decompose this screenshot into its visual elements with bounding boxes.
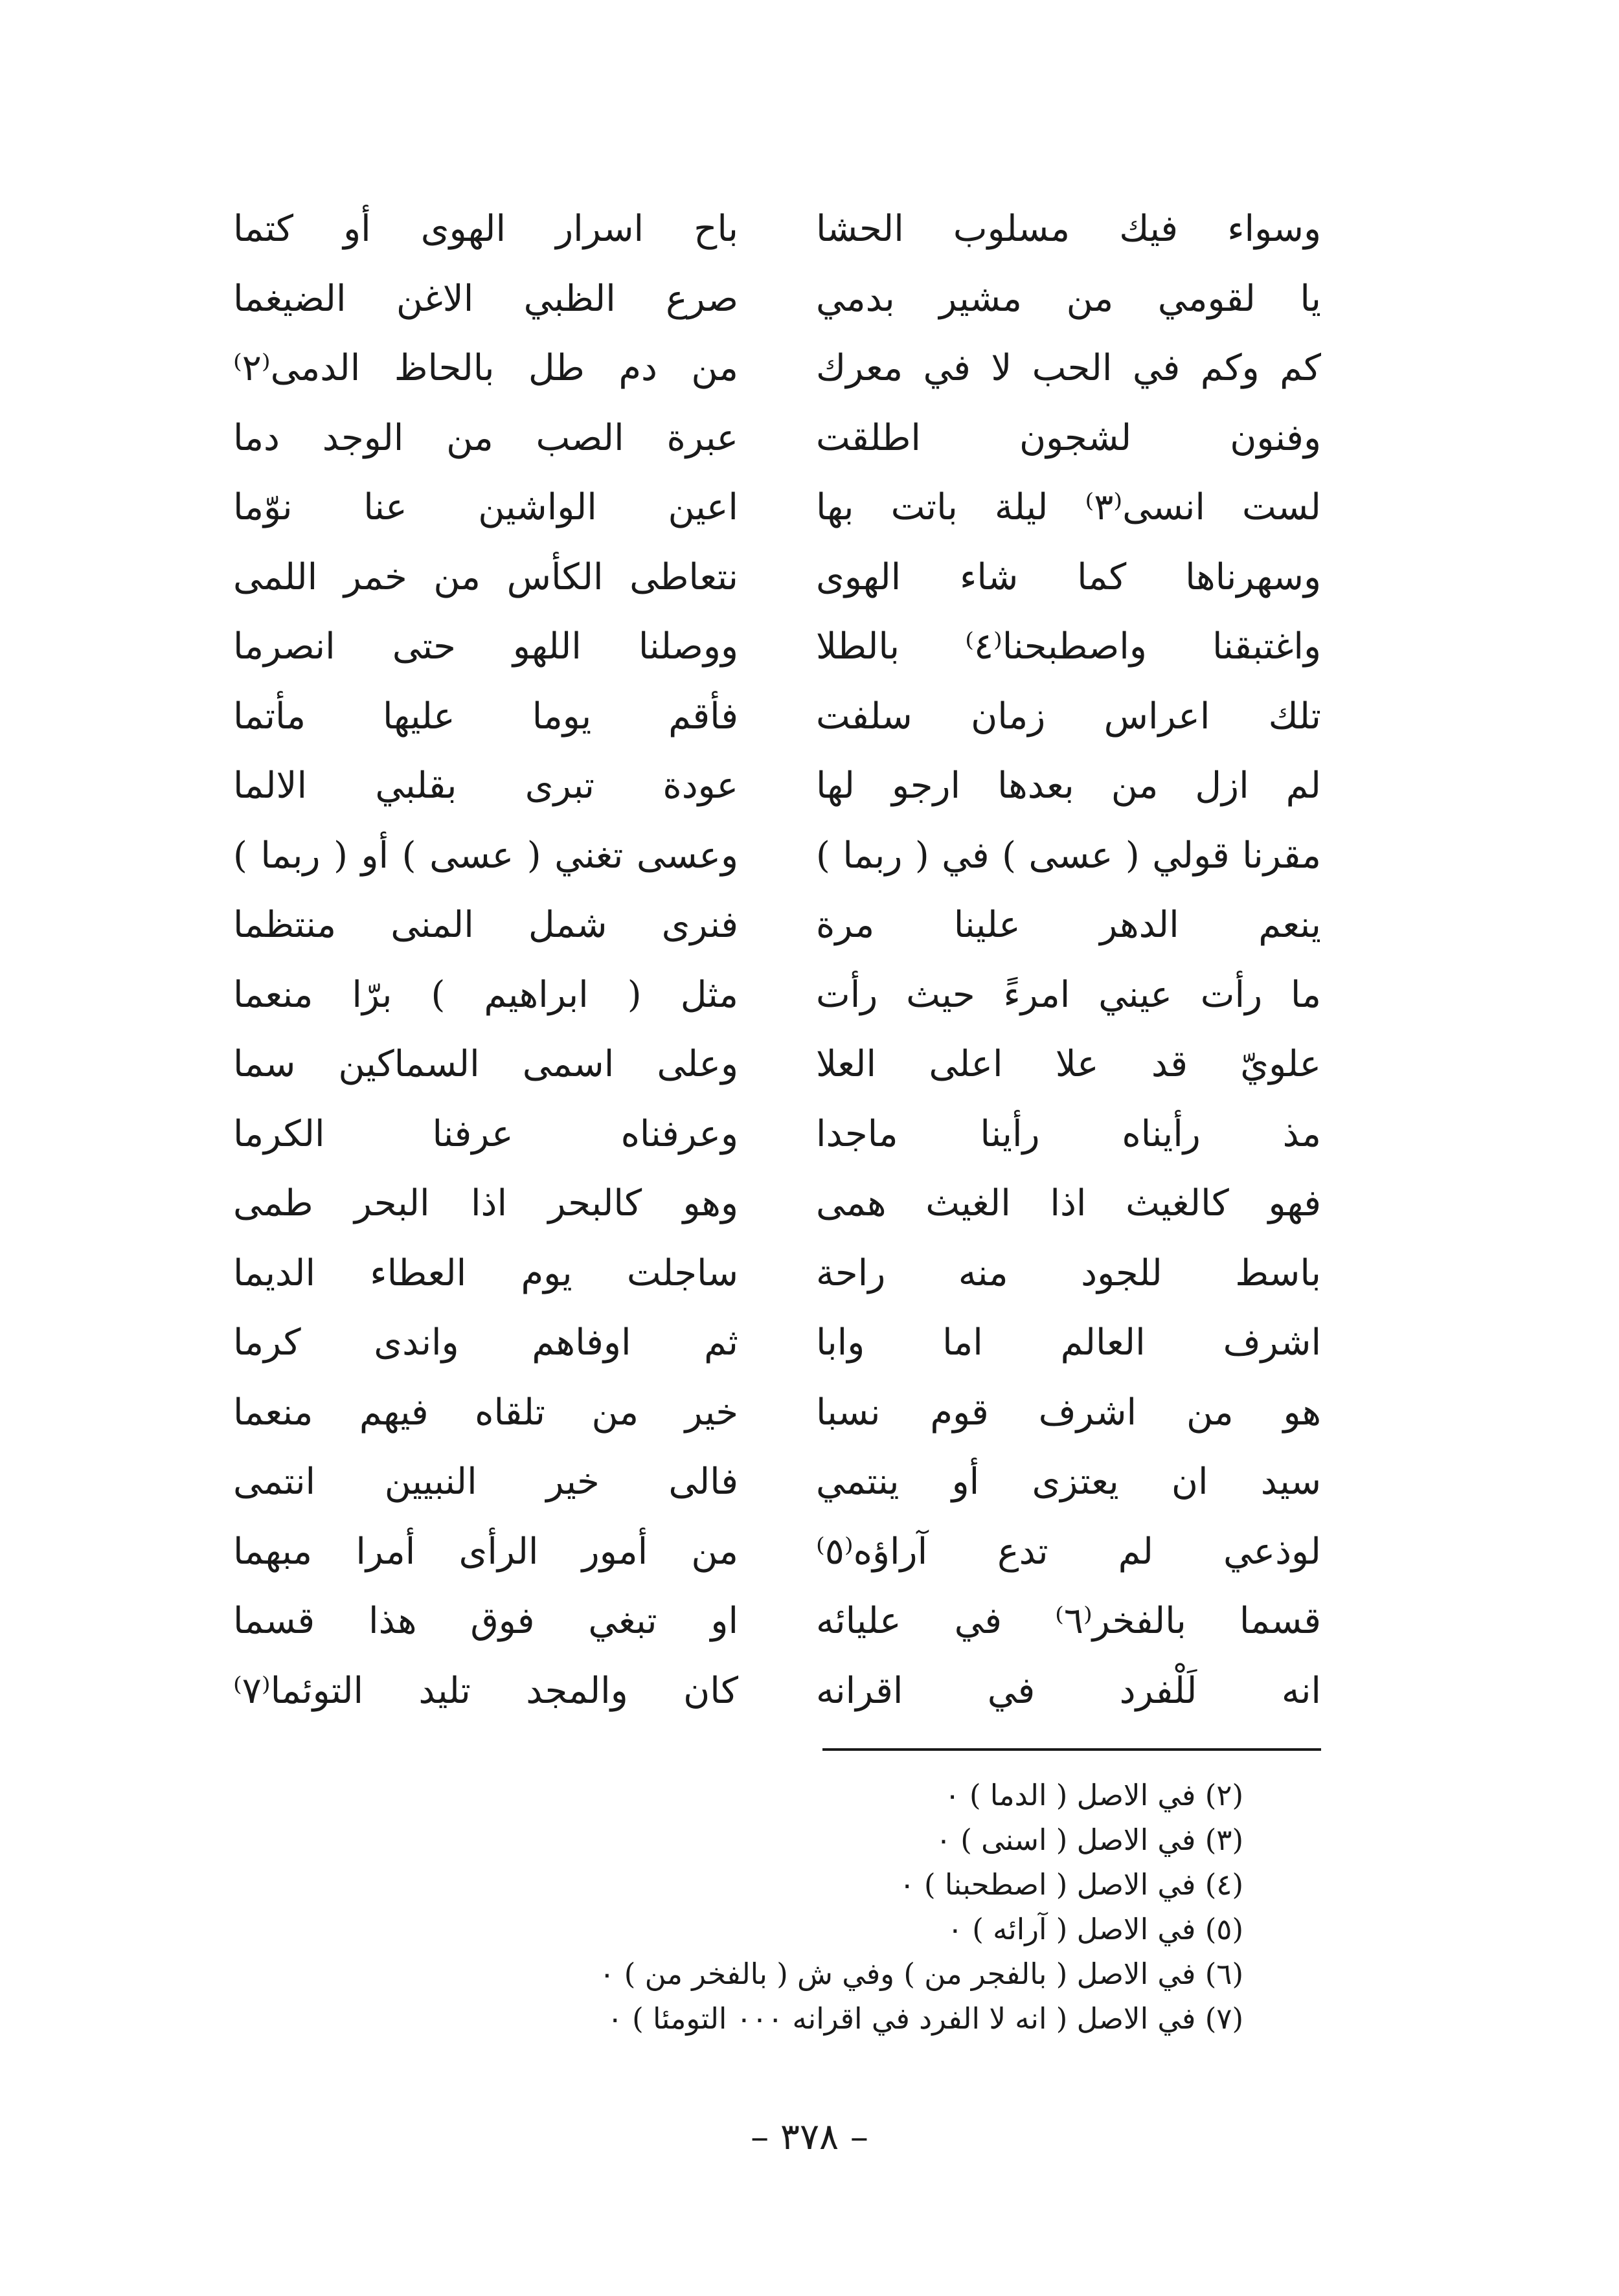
verse-left-hemistich: ساجلت يوم العطاء الديما [233,1252,738,1294]
verse-right-hemistich: فهو كالغيث اذا الغيث همى [816,1182,1321,1224]
verse-right-hemistich: هو من اشرف قوم نسبا [816,1391,1321,1434]
verse-line [233,264,1321,334]
verse-right-hemistich: واغتبقنا واصطبحنا⁽٤⁾ بالطلا [816,625,1321,668]
footnote: (٢) في الاصل ( الدما ) ٠ [944,1778,1243,1812]
verse-right-hemistich: وسهرناها كما شاء الهوى [816,556,1321,598]
verse-right-hemistich: وسواء فيك مسلوب الحشا [816,208,1321,250]
verse-right-hemistich: سيد ان يعتزى أو ينتمي [816,1461,1321,1503]
verse-left-hemistich: باح اسرار الهوى أو كتما [233,208,738,250]
verse-left-hemistich: فالى خير النبيين انتمى [233,1461,738,1503]
verse-right-hemistich: لوذعي لم تدع آراؤه⁽٥⁾ [816,1530,1321,1573]
footnote: (٣) في الاصل ( اسنى ) ٠ [935,1823,1243,1857]
verse-right-hemistich: تلك اعراس زمان سلفت [816,695,1321,737]
verse-left-hemistich: ثم اوفاهم واندى كرما [233,1322,738,1364]
verse-line [233,543,1321,613]
verse-right-hemistich: ينعم الدهر علينا مرة [816,904,1321,946]
verse-line [233,333,1321,403]
verse-line [233,682,1321,752]
footnote: (٥) في الاصل ( آرائه ) ٠ [947,1912,1243,1946]
verse-right-hemistich: مذ رأيناه رأينا ماجدا [816,1112,1321,1155]
verse-right-hemistich: قسما بالفخر⁽٦⁾ في عليائه [816,1600,1321,1642]
verse-line [233,1517,1321,1587]
verse-right-hemistich: كم وكم في الحب لا في معرك [816,347,1321,389]
verse-right-hemistich: انه لَلْفرد في اقرانه [816,1669,1321,1712]
verse-line [233,194,1321,264]
verse-right-hemistich: لست انسى⁽٣⁾ ليلة باتت بها [816,486,1321,528]
verse-line [233,821,1321,891]
verse-left-hemistich: ووصلنا اللهو حتى انصرما [233,625,738,668]
footnote: (٧) في الاصل ( انه لا الفرد في اقرانه ٠٠٠ التومئا ) ٠ [607,2001,1243,2036]
verse-left-hemistich: من أمور الرأى أمرا مبهما [233,1530,738,1573]
verse-left-hemistich: وعسى تغني ( عسى ) أو ( ربما ) [233,834,738,877]
verse-line [233,1586,1321,1656]
poem-body [233,194,1321,1726]
verse-line [233,403,1321,473]
footnote: (٦) في الاصل ( بالفجر من ) وفي ش ( بالفخر من ) ٠ [599,1957,1243,1991]
verse-right-hemistich: اشرف العالم اما وابا [816,1322,1321,1364]
verse-left-hemistich: فأقم يوما عليها مأتما [233,695,738,737]
verse-left-hemistich: وعرفناه عرفنا الكرما [233,1112,738,1155]
verse-right-hemistich: ما رأت عيني امرءً حيث رأت [816,973,1321,1016]
verse-line [233,890,1321,960]
verse-right-hemistich: مقرنا قولي ( عسى ) في ( ربما ) [816,834,1321,877]
verse-right-hemistich: باسط للجود منه راحة [816,1252,1321,1294]
verse-line [233,1099,1321,1169]
verse-left-hemistich: اعين الواشين عنا نوّما [233,486,738,528]
verse-right-hemistich: يا لقومي من مشير بدمي [816,277,1321,320]
verse-line [233,960,1321,1030]
verse-right-hemistich: علويّ قد علا اعلى العلا [816,1043,1321,1085]
verse-left-hemistich: عبرة الصب من الوجد دما [233,416,738,459]
verse-left-hemistich: خير من تلقاه فيهم منعما [233,1391,738,1434]
verse-left-hemistich: من دم طل بالحاظ الدمى⁽٢⁾ [233,347,738,389]
verse-left-hemistich: كان والمجد تليد التوئما⁽٧⁾ [233,1669,738,1712]
verse-line [233,1030,1321,1099]
verse-line [233,612,1321,682]
verse-left-hemistich: عودة تبرى بقلبي الالما [233,765,738,807]
verse-left-hemistich: فنرى شمل المنى منتظما [233,904,738,946]
footnote-divider [822,1748,1321,1751]
verse-line [233,1378,1321,1448]
verse-left-hemistich: نتعاطى الكأس من خمر اللمى [233,556,738,598]
verse-line [233,751,1321,821]
verse-line [233,1656,1321,1726]
verse-line [233,1169,1321,1239]
verse-line [233,1308,1321,1378]
verse-left-hemistich: مثل ( ابراهيم ) برّا منعما [233,973,738,1016]
verse-right-hemistich: لم ازل من بعدها ارجو لها [816,765,1321,807]
footnotes [389,1773,1243,2041]
verse-line [233,1447,1321,1517]
verse-right-hemistich: وفنون لشجون اطلقت [816,416,1321,459]
footnote: (٤) في الاصل ( اصطحبنا ) ٠ [899,1867,1243,1902]
verse-left-hemistich: وهو كالبحر اذا البحر طمى [233,1182,738,1224]
verse-left-hemistich: وعلى اسمى السماكين سما [233,1043,738,1085]
page-number: – ٣٧٨ – [751,2116,868,2158]
verse-line [233,1239,1321,1309]
verse-line [233,473,1321,543]
verse-left-hemistich: او تبغي فوق هذا قسما [233,1600,738,1642]
verse-left-hemistich: صرع الظبي الاغن الضيغما [233,277,738,320]
